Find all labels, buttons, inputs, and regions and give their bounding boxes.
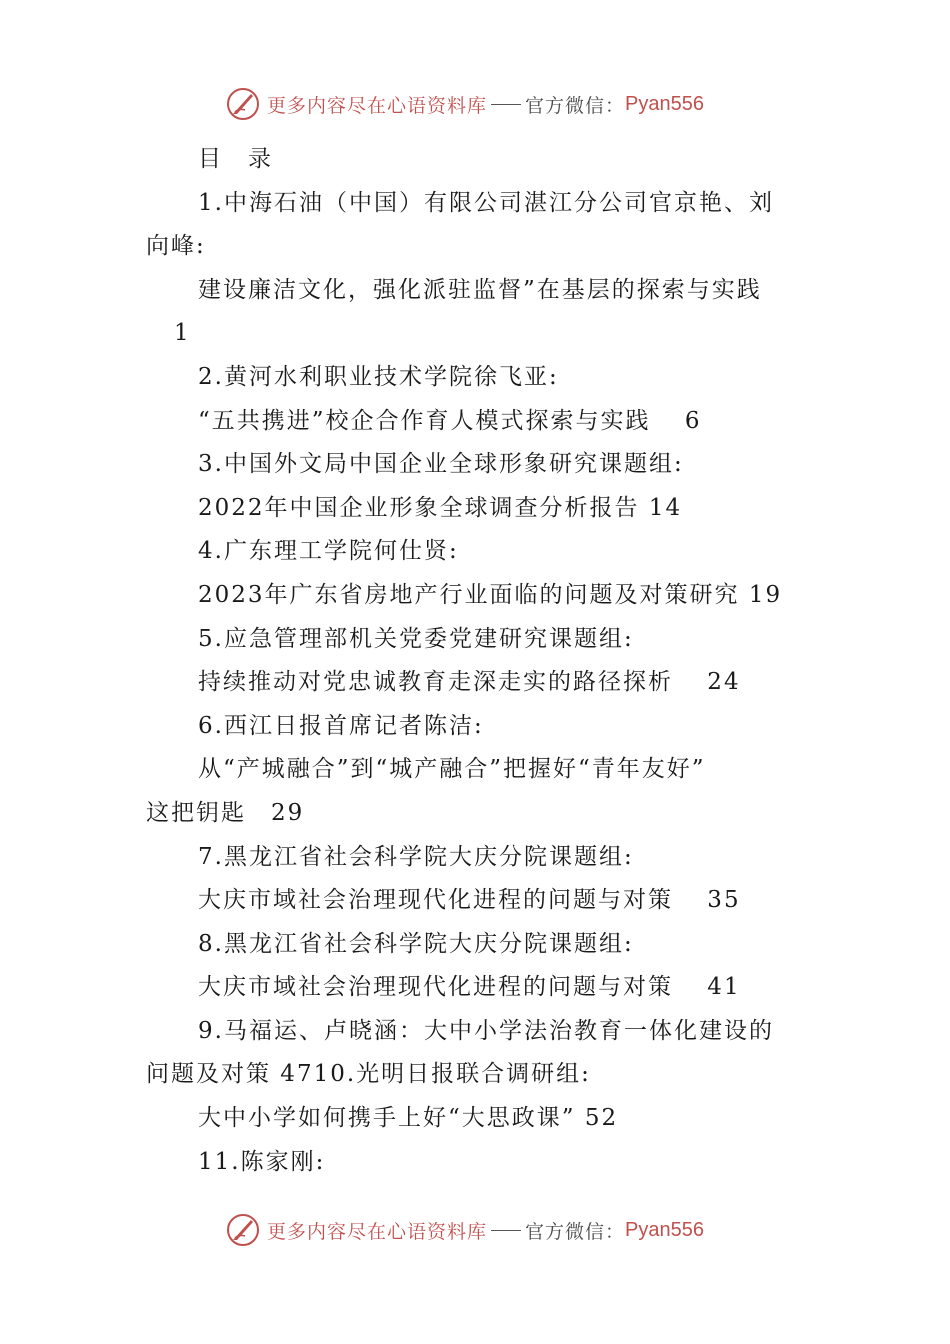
watermark-bottom xyxy=(225,1210,704,1250)
toc-line: 2023年广东省房地产行业面临的问题及对策研究 19 xyxy=(198,581,783,608)
watermark-wechat-id: Pyan556 xyxy=(625,1218,704,1241)
toc-line: 持续推动对党忠诚教育走深走实的路径探析 24 xyxy=(198,669,741,696)
toc-line: 这把钥匙 29 xyxy=(146,799,305,826)
toc-line: 问题及对策 4710.光明日报联合调研组: xyxy=(146,1061,591,1088)
toc-line: 6.西江日报首席记者陈洁: xyxy=(198,712,484,739)
toc-line: 从“产城融合”到“城产融合”把握好“青年友好” xyxy=(198,756,706,783)
quill-logo-icon xyxy=(225,86,261,122)
toc-heading: 目 录 xyxy=(198,146,273,172)
toc-line: 2022年中国企业形象全球调查分析报告 14 xyxy=(198,494,683,521)
toc-line: 4.广东理工学院何仕贤: xyxy=(198,538,459,565)
toc-line: 8.黑龙江省社会科学院大庆分院课题组: xyxy=(198,930,634,957)
watermark-label: 官方微信： xyxy=(525,1220,626,1243)
watermark-brand: 更多内容尽在心语资料库 xyxy=(267,1220,488,1243)
toc-list xyxy=(146,182,806,1185)
toc-line: 9.马福运、卢晓涵：大中小学法治教育一体化建设的 xyxy=(198,1017,774,1044)
toc-line: 3.中国外文局中国企业全球形象研究课题组: xyxy=(198,451,684,478)
watermark-wechat-id: Pyan556 xyxy=(625,92,704,115)
toc-line: 5.应急管理部机关党委党建研究课题组: xyxy=(198,625,634,652)
toc xyxy=(146,138,806,1184)
watermark-label: 官方微信： xyxy=(525,94,626,117)
watermark-dash xyxy=(491,1230,521,1231)
toc-line: 7.黑龙江省社会科学院大庆分院课题组: xyxy=(198,843,634,870)
toc-line: “五共携进”校企合作育人模式探索与实践 6 xyxy=(198,407,702,434)
quill-logo-icon xyxy=(225,1212,261,1248)
toc-line: 1.中海石油（中国）有限公司湛江分公司官京艳、刘 xyxy=(198,189,774,216)
toc-line: 1 xyxy=(174,320,191,347)
watermark-dash xyxy=(491,104,521,105)
toc-line: 建设廉洁文化，强化派驻监督”在基层的探索与实践 xyxy=(198,276,762,303)
toc-line: 2.黄河水利职业技术学院徐飞亚: xyxy=(198,363,559,390)
toc-line: 11.陈家刚: xyxy=(198,1148,326,1175)
toc-line: 向峰: xyxy=(146,233,206,260)
toc-line: 大中小学如何携手上好“大思政课” 52 xyxy=(198,1105,619,1132)
toc-line: 大庆市域社会治理现代化进程的问题与对策 35 xyxy=(198,887,741,914)
watermark-top xyxy=(225,84,704,124)
watermark-brand: 更多内容尽在心语资料库 xyxy=(267,94,488,117)
toc-line: 大庆市域社会治理现代化进程的问题与对策 41 xyxy=(198,974,741,1001)
